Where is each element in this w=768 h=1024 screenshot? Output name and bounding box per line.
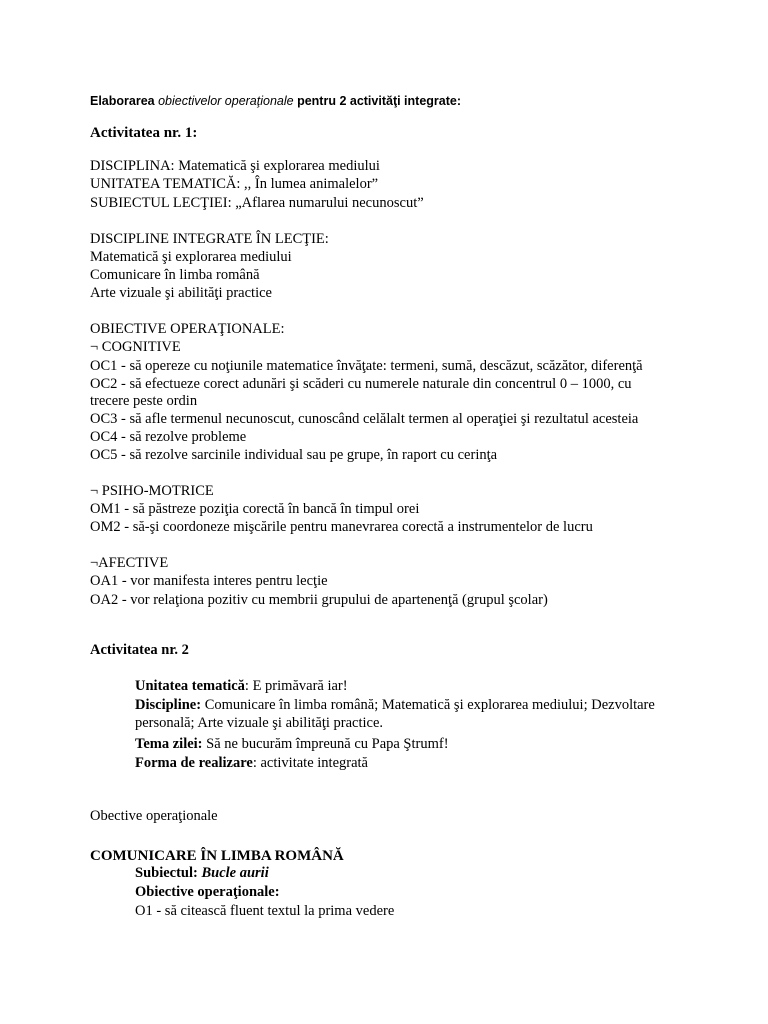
document-header [90,92,461,110]
tema-value: Să ne bucurăm împreună cu Papa Ştrumf! [202,736,449,752]
forma-realizare-line [135,754,368,772]
clr-obiective-label: Obiective operaţionale: [135,884,280,900]
unitatea-line: UNITATEA TEMATICĂ: ,, În lumea animalelor” [90,176,379,192]
integrate-item: Comunicare în limba română [90,267,260,283]
discipline-line [135,696,655,714]
subiectul-label: Subiectul: [135,865,202,881]
integrate-title: DISCIPLINE INTEGRATE ÎN LECŢIE: [90,231,329,247]
tema-label: Tema zilei: [135,736,203,752]
activity-2-title: Activitatea nr. 2 [90,642,189,658]
integrate-item: Arte vizuale şi abilităţi practice [90,285,272,301]
cognitive-item: OC3 - să afle termenul necunoscut, cunoscând celălalt termen al operaţiei şi rezultatul acesteia [90,411,639,427]
tema-zilei-line [135,735,449,753]
obective-operationale-title: Obective operaţionale [90,808,218,824]
afective-item: OA2 - vor relaţiona pozitiv cu membrii grupului de apartenenţă (grupul şcolar) [90,592,548,608]
unitatea-label: Unitatea tematică [135,678,245,694]
afective-title: ¬AFECTIVE [90,555,169,571]
discipline-value: Comunicare în limba română; Matematică şi explorarea mediului; Dezvoltare [201,697,655,713]
obiective-title: OBIECTIVE OPERAŢIONALE: [90,321,285,337]
psiho-item: OM1 - să păstreze poziţia corectă în bancă în timpul orei [90,501,420,517]
disciplina-line: DISCIPLINA: Matematică şi explorarea mediului [90,158,380,174]
discipline-line-continued: personală; Arte vizuale şi abilităţi practice. [135,715,384,731]
clr-title: COMUNICARE ÎN LIMBA ROMÂNĂ [90,848,344,864]
cognitive-item: OC5 - să rezolve sarcinile individual sau pe grupe, în raport cu cerinţa [90,447,498,463]
clr-objective-item: O1 - să citească fluent textul la prima vedere [135,903,395,919]
psiho-item: OM2 - să-şi coordoneze mişcările pentru manevrarea corectă a instrumentelor de lucru [90,519,593,535]
header-text-italic: obiectivelor operaţionale [158,94,294,108]
forma-value: : activitate integrată [252,755,368,771]
header-text-3: pentru 2 activităţi integrate: [293,94,462,108]
unitatea-tematica-line [135,677,348,695]
activity-1-title: Activitatea nr. 1: [90,125,198,141]
subiectul-line-2 [135,864,269,882]
cognitive-title: ¬ COGNITIVE [90,339,181,355]
cognitive-item: OC1 - să opereze cu noţiunile matematice învăţate: termeni, sumă, descăzut, scăzător, diferenţă [90,358,643,374]
header-text-1: Elaborarea [90,94,159,108]
forma-label: Forma de realizare [135,755,253,771]
cognitive-item: OC2 - să efectueze corect adunări şi scăderi cu numerele naturale din concentrul 0 – 1000, cu [90,376,632,392]
cognitive-item-continued: trecere peste ordin [90,393,198,409]
afective-item: OA1 - vor manifesta interes pentru lecţie [90,573,328,589]
integrate-item: Matematică şi explorarea mediului [90,249,292,265]
subiectul-value: Bucle aurii [201,865,269,881]
subiectul-line: SUBIECTUL LECŢIEI: „Aflarea numarului necunoscut” [90,195,424,211]
psiho-title: ¬ PSIHO-MOTRICE [90,483,214,499]
cognitive-item: OC4 - să rezolve probleme [90,429,247,445]
discipline-label: Discipline: [135,697,202,713]
unitatea-value: : E primăvară iar! [244,678,348,694]
